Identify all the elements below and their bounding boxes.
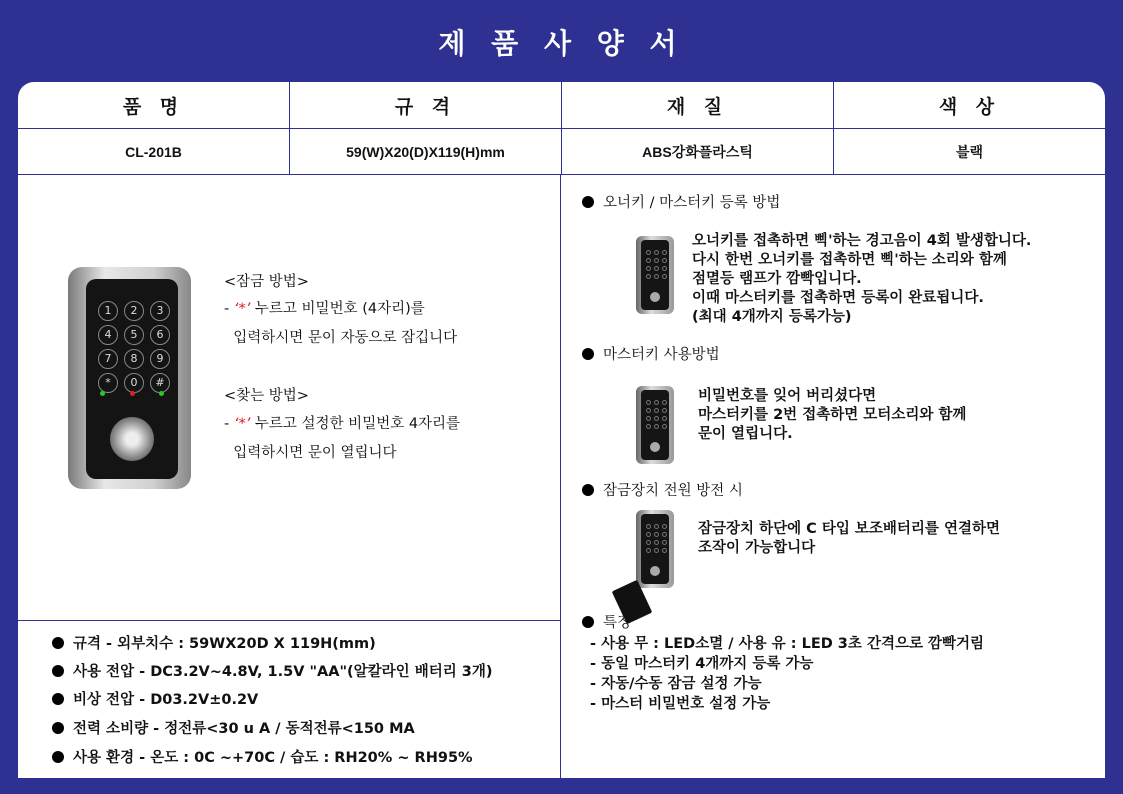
owner-key-line: 다시 한번 오너키를 접촉하면 삑'하는 소리와 함께 <box>692 252 1007 268</box>
owner-key-line: (최대 4개까지 등록가능) <box>692 309 852 325</box>
bullet-icon <box>52 637 64 649</box>
master-key-line: 마스터키를 2번 접촉하면 모터소리와 함께 <box>698 407 967 423</box>
knob-icon <box>110 417 154 461</box>
header-size: 규 격 <box>290 82 562 128</box>
keypad-thumbnail <box>636 510 674 588</box>
keypad-lock-image <box>68 267 191 489</box>
spec-text: 비상 전압 - D03.2V±0.2V <box>73 692 259 708</box>
find-method-heading: <찾는 방법> <box>224 388 309 404</box>
spec-item <box>52 660 493 681</box>
spec-item <box>52 632 376 653</box>
feature-item: - 동일 마스터키 4개까지 등록 가능 <box>590 656 814 672</box>
key-hash: # <box>150 373 170 393</box>
key-7: 7 <box>98 349 118 369</box>
owner-key-heading-text: 오너키 / 마스터키 등록 방법 <box>603 195 781 211</box>
find-method-text: 누르고 설정한 비밀번호 4자리를 <box>250 416 461 432</box>
value-name: CL-201B <box>18 129 290 174</box>
owner-key-text <box>692 232 1031 327</box>
value-color: 블랙 <box>955 143 984 160</box>
spec-item <box>52 717 415 738</box>
star-symbol: ‘*’ <box>233 301 251 317</box>
key-2: 2 <box>124 301 144 321</box>
key-6: 6 <box>150 325 170 345</box>
bullet-icon <box>582 196 594 208</box>
bullet-icon <box>52 751 64 763</box>
master-key-line: 비밀번호를 잊어 버리셨다면 <box>698 388 877 404</box>
green-led-icon <box>159 391 164 396</box>
keypad-keys <box>98 301 172 393</box>
page-title: 제 품 사 양 서 <box>438 27 685 60</box>
spec-text: 사용 환경 - 온도 : 0C ~+70C / 습도 : RH20% ~ RH95% <box>73 750 473 766</box>
key-3: 3 <box>150 301 170 321</box>
bullet-icon <box>582 616 594 628</box>
master-key-text <box>698 387 966 444</box>
feature-item: - 자동/수동 잠금 설정 가능 <box>590 676 762 692</box>
key-5: 5 <box>124 325 144 345</box>
master-key-heading-text: 마스터키 사용방법 <box>603 347 720 363</box>
features-heading <box>582 614 631 633</box>
vertical-divider <box>560 175 561 778</box>
owner-key-line: 오너키를 접촉하면 삑'하는 경고음이 4회 발생합니다. <box>692 233 1032 249</box>
key-9: 9 <box>150 349 170 369</box>
key-8: 8 <box>124 349 144 369</box>
spec-item <box>52 746 473 767</box>
owner-key-heading <box>582 194 780 213</box>
find-method-line1 <box>224 415 460 434</box>
lock-method-heading: <잠금 방법> <box>224 274 309 290</box>
table-header-row <box>18 82 1105 129</box>
green-led-icon <box>100 391 105 396</box>
table-value-row <box>18 129 1105 175</box>
keypad-face <box>86 279 178 479</box>
bullet-icon <box>582 348 594 360</box>
dash: - <box>224 301 234 317</box>
key-4: 4 <box>98 325 118 345</box>
header-material: 재 질 <box>562 82 834 128</box>
lock-method-text: 누르고 비밀번호 (4자리)를 <box>250 301 425 317</box>
spec-text: 규격 - 외부치수 : 59WX20D X 119H(mm) <box>73 636 376 652</box>
lock-method-line2: 입력하시면 문이 자동으로 잠깁니다 <box>224 330 458 346</box>
features-list <box>590 634 984 714</box>
lock-method-line1 <box>224 300 425 319</box>
key-star: * <box>98 373 118 393</box>
keypad-thumbnail <box>636 236 674 314</box>
spec-text: 사용 전압 - DC3.2V~4.8V, 1.5V "AA"(알칼라인 배터리 3개) <box>73 664 493 680</box>
power-line: 잠금장치 하단에 C 타입 보조배터리를 연결하면 <box>698 521 1001 537</box>
feature-item: - 마스터 비밀번호 설정 가능 <box>590 696 771 712</box>
master-key-heading <box>582 346 720 365</box>
owner-key-line: 이때 마스터키를 접촉하면 등록이 완료됩니다. <box>692 290 984 306</box>
header-name: 품 명 <box>18 82 290 128</box>
master-key-line: 문이 열립니다. <box>698 426 793 442</box>
header-color: 색 상 <box>938 95 1001 118</box>
power-heading <box>582 482 743 501</box>
spec-sheet <box>18 82 1105 778</box>
value-material: ABS강화플라스틱 <box>562 129 834 174</box>
key-1: 1 <box>98 301 118 321</box>
bullet-icon <box>52 693 64 705</box>
horizontal-divider <box>18 620 560 621</box>
owner-key-line: 점멸등 램프가 깜빡입니다. <box>692 271 862 287</box>
power-heading-text: 잠금장치 전원 방전 시 <box>603 483 743 499</box>
status-leds <box>100 391 164 396</box>
bullet-icon <box>52 722 64 734</box>
feature-item: - 사용 무 : LED소멸 / 사용 유 : LED 3초 간격으로 깜빡거림 <box>590 636 985 652</box>
find-method-line2: 입력하시면 문이 열립니다 <box>224 445 397 461</box>
key-0: 0 <box>124 373 144 393</box>
value-size: 59(W)X20(D)X119(H)mm <box>290 129 562 174</box>
spec-item <box>52 688 258 709</box>
power-text <box>698 520 1000 558</box>
power-line: 조작이 가능합니다 <box>698 540 816 556</box>
spec-text: 전력 소비량 - 정전류<30 u A / 동적전류<150 MA <box>73 721 415 737</box>
bullet-icon <box>52 665 64 677</box>
star-symbol: ‘*’ <box>233 416 251 432</box>
dash: - <box>224 416 234 432</box>
features-heading-text: 특징 <box>603 615 632 631</box>
red-led-icon <box>130 391 135 396</box>
keypad-thumbnail <box>636 386 674 464</box>
bullet-icon <box>582 484 594 496</box>
